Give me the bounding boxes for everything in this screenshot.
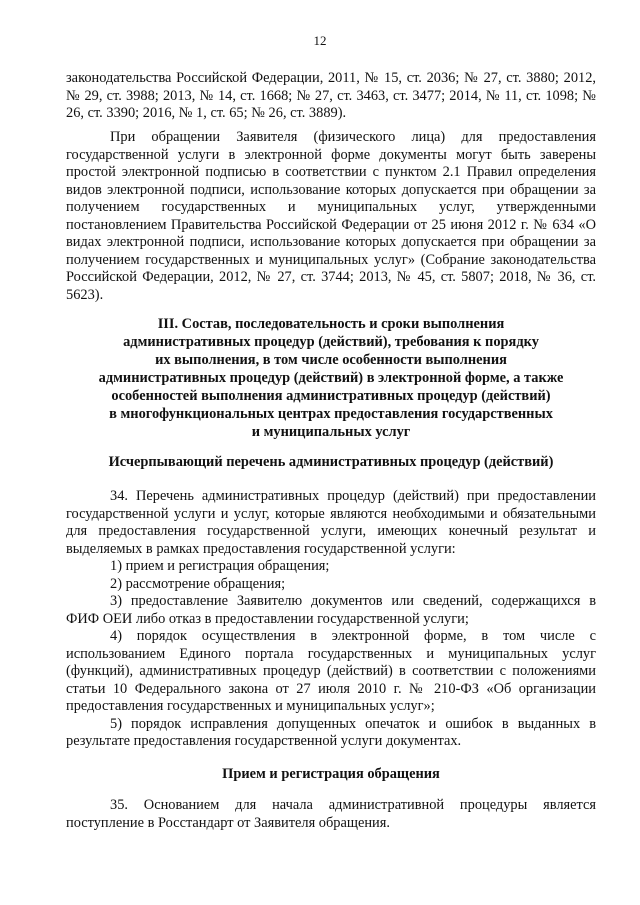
paragraph-35: 35. Основанием для начала административной процедуры является поступление в Росстандарт от Заявителя обращения. <box>66 797 596 831</box>
paragraph-34: 34. Перечень административных процедур (действий) при предоставлении государственной услуги и услуг, которые являются необходимыми и обязательными для предоставления государственной услуги, имеющих конечный результат и выделяемых в рамках предоставления государственной услуги: <box>66 488 596 557</box>
section-heading-block <box>66 315 596 441</box>
list-item: 5) порядок исправления допущенных опечаток и ошибок в выданных в результате предоставления государственной услуги документах. <box>66 715 596 749</box>
signature-paragraph-block <box>66 129 596 304</box>
section-heading-line: особенностей выполнения административных процедур (действий) <box>111 388 551 404</box>
section-heading <box>66 315 596 441</box>
section-heading-line: и муниципальных услуг <box>251 424 411 440</box>
section-heading-line: их выполнения, в том числе особенности выполнения <box>155 352 507 368</box>
continuation-paragraph: законодательства Российской Федерации, 2011, № 15, ст. 2036; № 27, ст. 3880; 2012, № 29, ст. 3988; 2013, № 14, ст. 1668; № 27, ст. 3463, ст. 3477; 2014, № 11, ст. 1098; № 26, ст. 3390; 2016, № 1, ст. 65; № 26, ст. 3889). <box>66 70 596 121</box>
subheading-reception-block <box>66 765 596 783</box>
section-heading-line: III. Состав, последовательность и сроки выполнения <box>157 316 505 332</box>
paragraph-35-block <box>66 797 596 832</box>
section-heading-line: административных процедур (действий) в электронной форме, а также <box>98 370 564 386</box>
procedures-list-subheading: Исчерпывающий перечень административных процедур (действий) <box>108 454 554 470</box>
paragraph-34-block <box>66 488 596 751</box>
section-heading-line: в многофункциональных центрах предоставления государственных <box>109 406 553 422</box>
reception-subheading: Прием и регистрация обращения <box>222 766 440 782</box>
electronic-signature-paragraph: При обращении Заявителя (физического лица) для предоставления государственной услуги в электронной форме документы могут быть заверены простой электронной подписью в соответствии с пунктом 2.1 Правил определения видов электронной подписи, использование которых допускается при обращении за получением государственных и муниципальных услуг, утвержденными постановлением Правительства Российской Федерации от 25 июня 2012 г. № 634 «О видах электронной подписи, использование которых допускается при обращении за получением государственных и муниципальных услуг» (Собрание законодательства Российской Федерации, 2012, № 27, ст. 3744; 2013, № 45, ст. 5807; 2018, № 36, ст. 5623). <box>66 129 596 303</box>
subheading-list-block <box>66 453 596 471</box>
list-item: 3) предоставление Заявителю документов или сведений, содержащихся в ФИФ ОЕИ либо отказ в предоставлении государственной услуги; <box>66 593 596 627</box>
list-item: 4) порядок осуществления в электронной форме, в том числе с использованием Единого портала государственных и муниципальных услуг (функций), административных процедур (действий) в соответствии с положениями статьи 10 Федерального закона от 27 июля 2010 г. № 210-ФЗ «Об организации предоставления государственных и муниципальных услуг»; <box>66 628 596 714</box>
continuation-paragraph-block <box>66 70 596 123</box>
list-item: 2) рассмотрение обращения; <box>110 575 286 592</box>
page-number: 12 <box>313 33 327 48</box>
list-item: 1) прием и регистрация обращения; <box>110 558 330 574</box>
section-heading-line: административных процедур (действий), требования к порядку <box>123 334 539 350</box>
